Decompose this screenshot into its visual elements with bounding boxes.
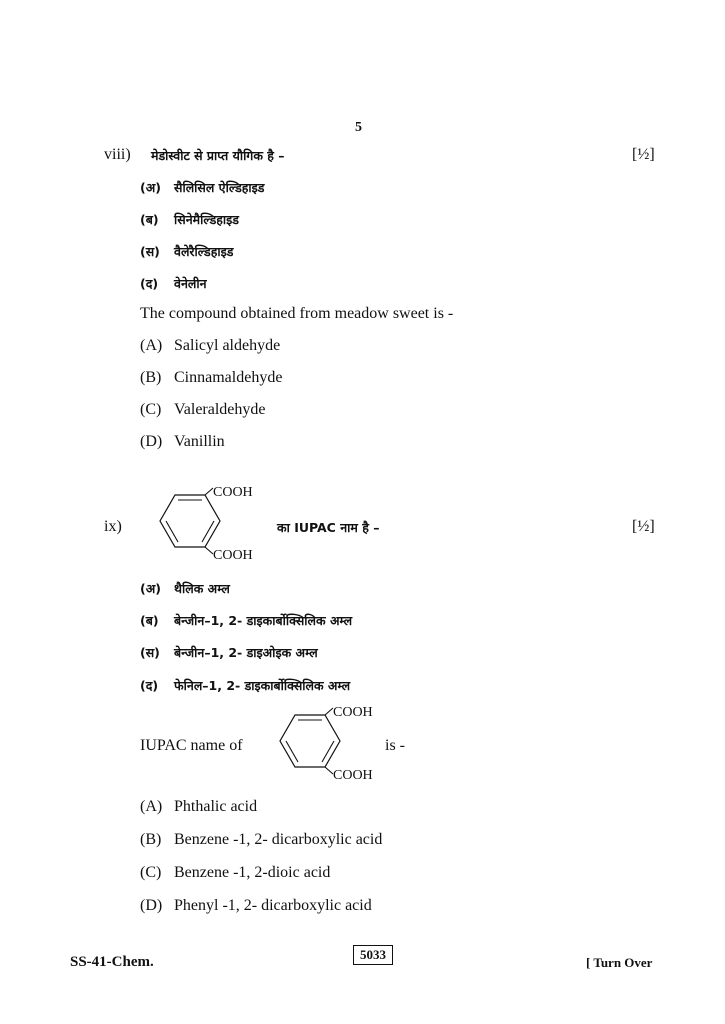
cooh-label-top: COOH: [213, 485, 253, 500]
cooh-label-top-2: COOH: [333, 705, 373, 720]
q9-option-hi-d: (द) फेनिल–1, 2- डाइकार्बोक्सिलिक अम्ल: [140, 678, 351, 693]
q9-option-en-a: (A) Phthalic acid: [140, 798, 258, 815]
q9-option-hi-b: (ब) बेन्जीन–1, 2- डाइकार्बोक्सिलिक अम्ल: [140, 613, 353, 628]
question-8-number: viii): [104, 146, 131, 163]
q8-option-hi-b: (ब) सिनेमैल्डिहाइड: [140, 212, 239, 227]
q9-option-en-d: (D) Phenyl -1, 2- dicarboxylic acid: [140, 897, 372, 914]
q8-option-hi-a: (अ) सैलिसिल ऐल्डिहाइड: [140, 180, 265, 195]
q8-option-hi-c: (स) वैलेरैल्डिहाइड: [140, 244, 234, 259]
q8-option-en-a: (A) Salicyl aldehyde: [140, 337, 281, 354]
q9-option-hi-a: (अ) थैलिक अम्ल: [140, 581, 230, 596]
question-9-number: ix): [104, 518, 122, 535]
question-9-text-english-suffix: is -: [385, 737, 405, 754]
question-9-text-english-prefix: IUPAC name of: [140, 737, 243, 754]
q8-option-hi-d: (द) वेनेलीन: [140, 276, 207, 291]
question-8-marks: [½]: [632, 146, 655, 163]
question-9-text-hindi: का IUPAC नाम है –: [277, 520, 380, 535]
cooh-label-bottom: COOH: [213, 548, 253, 563]
q8-option-en-b: (B) Cinnamaldehyde: [140, 369, 283, 386]
question-8-text-hindi: मेडोस्वीट से प्राप्त यौगिक है –: [151, 148, 285, 163]
q9-option-en-c: (C) Benzene -1, 2-dioic acid: [140, 864, 331, 881]
serial-number-box: 5033: [353, 945, 393, 965]
turn-over-text: [ Turn Over: [586, 955, 653, 970]
q8-option-en-c: (C) Valeraldehyde: [140, 401, 266, 418]
paper-code: SS-41-Chem.: [70, 954, 154, 970]
cooh-label-bottom-2: COOH: [333, 768, 373, 783]
q9-option-en-b: (B) Benzene -1, 2- dicarboxylic acid: [140, 831, 383, 848]
page-number: 5: [355, 120, 362, 135]
q9-option-hi-c: (स) बेन्जीन–1, 2- डाइओइक अम्ल: [140, 645, 318, 660]
question-9-marks: [½]: [632, 518, 655, 535]
q8-option-en-d: (D) Vanillin: [140, 433, 225, 450]
question-8-text-english: The compound obtained from meadow sweet is -: [140, 305, 454, 322]
